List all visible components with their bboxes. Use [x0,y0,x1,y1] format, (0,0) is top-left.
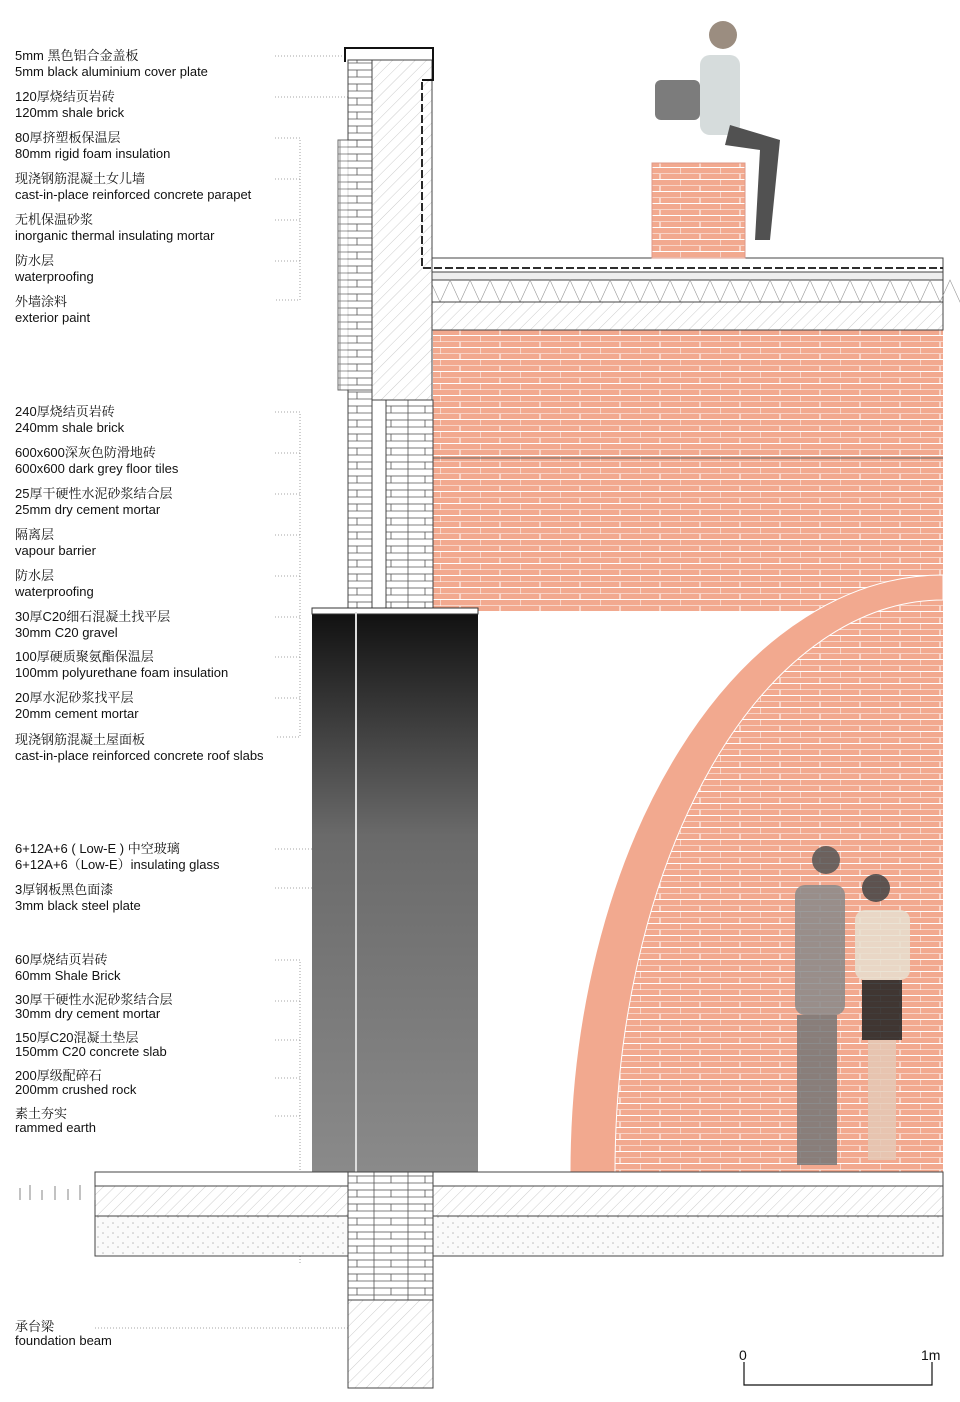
label-rigid-foam: 80厚挤塑板保温层 80mm rigid foam insulation [15,130,171,161]
label-vapour-barrier: 隔离层 vapour barrier [15,527,96,558]
label-insulating-glass: 6+12A+6 ( Low-E ) 中空玻璃 6+12A+6（Low-E）insulating glass [15,841,220,872]
label-c20-gravel: 30厚C20细石混凝土找平层 30mm C20 gravel [15,609,171,640]
label-cover-plate: 5mm 黑色铝合金盖板 5mm black aluminium cover plate [15,48,208,79]
label-foundation-beam: 承台梁 foundation beam [15,1319,112,1348]
scale-bar [744,1362,932,1385]
label-steel-plate: 3厚钢板黑色面漆 3mm black steel plate [15,882,141,913]
label-roof-slab: 现浇钢筋混凝土屋面板 cast-in-place reinforced concrete roof slabs [15,732,264,763]
label-60-shale-brick: 60厚烧结页岩砖 60mm Shale Brick [15,952,121,983]
scale-start-label: 0 [739,1347,747,1363]
label-120-shale-brick: 120厚烧结页岩砖 120mm shale brick [15,89,125,120]
label-insulating-mortar: 无机保温砂浆 inorganic thermal insulating mortar [15,212,215,243]
label-waterproofing-1: 防水层 waterproofing [15,253,94,284]
label-dry-cement-25: 25厚干硬性水泥砂浆结合层 25mm dry cement mortar [15,486,173,517]
upper-brick-facade [433,330,943,612]
label-floor-tiles: 600x600深灰色防滑地砖 600x600 dark grey floor tiles [15,445,179,476]
label-waterproofing-2: 防水层 waterproofing [15,568,94,599]
label-cement-mortar-20: 20厚水泥砂浆找平层 20mm cement mortar [15,690,139,721]
label-240-shale-brick: 240厚烧结页岩砖 240mm shale brick [15,404,125,435]
brick-seat [652,163,745,258]
label-crushed-rock: 200厚级配碎石 200mm crushed rock [15,1068,137,1097]
label-exterior-paint: 外墙涂料 exterior paint [15,294,91,325]
label-concrete-parapet: 现浇钢筋混凝土女儿墙 cast-in-place reinforced concrete parapet [15,171,252,202]
insulating-glass [312,612,478,1172]
scale-end-label: 1m [921,1347,941,1363]
label-dry-cement-30: 30厚干硬性水泥砂浆结合层 30mm dry cement mortar [15,992,173,1021]
label-rammed-earth: 素土夯实 rammed earth [15,1106,96,1135]
label-polyurethane: 100厚硬质聚氨酯保温层 100mm polyurethane foam insulation [15,649,229,680]
label-c20-concrete-slab: 150厚C20混凝土垫层 150mm C20 concrete slab [15,1030,167,1059]
ground-section [20,1172,943,1388]
